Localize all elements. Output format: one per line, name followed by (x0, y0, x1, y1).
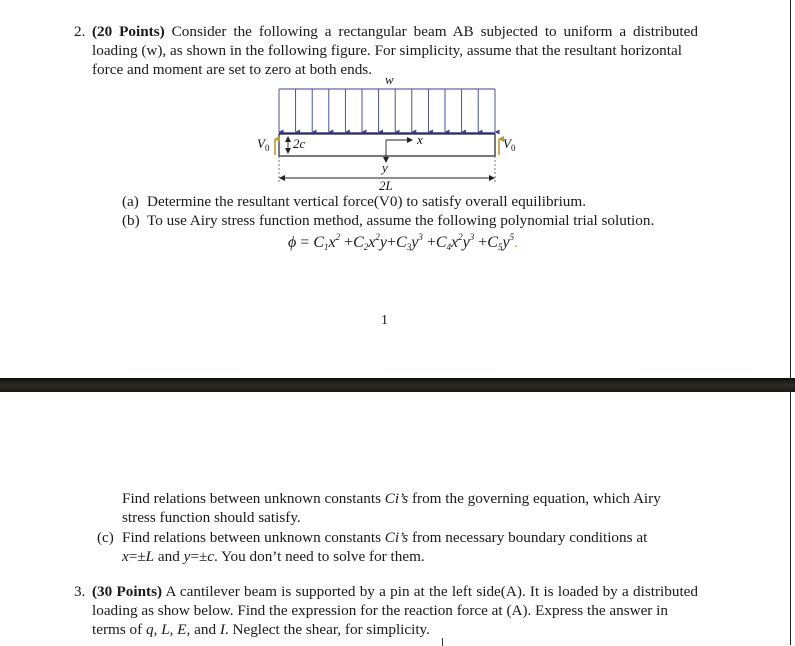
question-3-line-2: loading as show below. Find the expression for the reaction force at (A). Express the answer in (92, 602, 668, 619)
part-b-label: (b) (122, 212, 140, 229)
part-c-label: (c) (97, 529, 114, 546)
question-3-line-1 (92, 582, 698, 601)
question-2-number: 2. (74, 23, 86, 40)
question-2-points: (20 Points) (92, 23, 165, 40)
part-c-line-1: Find relations between unknown constants Ci’s from necessary boundary conditions at (122, 529, 648, 546)
right-reaction-label: $V_0$ (503, 136, 516, 153)
question-3-line-3: terms of q, L, E, and I. Neglect the shear, for simplicity. (92, 621, 430, 638)
x-axis-label: x (417, 132, 423, 147)
page-number: 1 (381, 313, 388, 328)
page-right-border (790, 0, 791, 645)
y-axis-label: y (382, 160, 388, 175)
question-2-line-1 (92, 22, 698, 41)
part-c-line-2: x=±L and y=±c. You don’t need to solve for them. (122, 548, 425, 565)
beam-figure (245, 78, 545, 193)
height-label: 2c (293, 136, 306, 151)
part-b-text: To use Airy stress function method, assume the following polynomial trial solution. (147, 212, 655, 229)
length-label: 2L (379, 178, 393, 193)
question-3-text: A cantilever beam is supported by a pin at the left side(A). It is loaded by a distributed (162, 583, 698, 600)
part-a-text: Determine the resultant vertical force(V0) to satisfy overall equilibrium. (147, 193, 587, 210)
question-2-line-2: loading (w), as shown in the following figure. For simplicity, assume that the resultant horizontal (92, 42, 682, 59)
beam-rectangle (279, 134, 495, 156)
question-3-number: 3. (74, 583, 86, 600)
part-b-continuation-line-1: Find relations between unknown constants Ci’s from the governing equation, which Airy (122, 490, 661, 507)
page-separator (0, 378, 795, 392)
part-b-continuation-line-2: stress function should satisfy. (122, 509, 301, 526)
left-reaction-label: $V_0$ (257, 136, 270, 153)
part-a-label: (a) (122, 193, 139, 210)
distributed-load-arrows (279, 89, 495, 132)
question-2-line-3: force and moment are set to zero at both ends. (92, 61, 373, 78)
document-page-2 (0, 392, 790, 645)
question-2-text: Consider the following a rectangular beam AB subjected to uniform a distributed (164, 23, 698, 40)
question-3-points: (30 Points) (92, 583, 163, 600)
airy-stress-equation: $\phi = C_1x^2 +C_2x^2y+C_3y^3 +C_4x^2y^3 +C_5y^5$. (288, 232, 519, 252)
load-label-w: w (385, 78, 394, 87)
